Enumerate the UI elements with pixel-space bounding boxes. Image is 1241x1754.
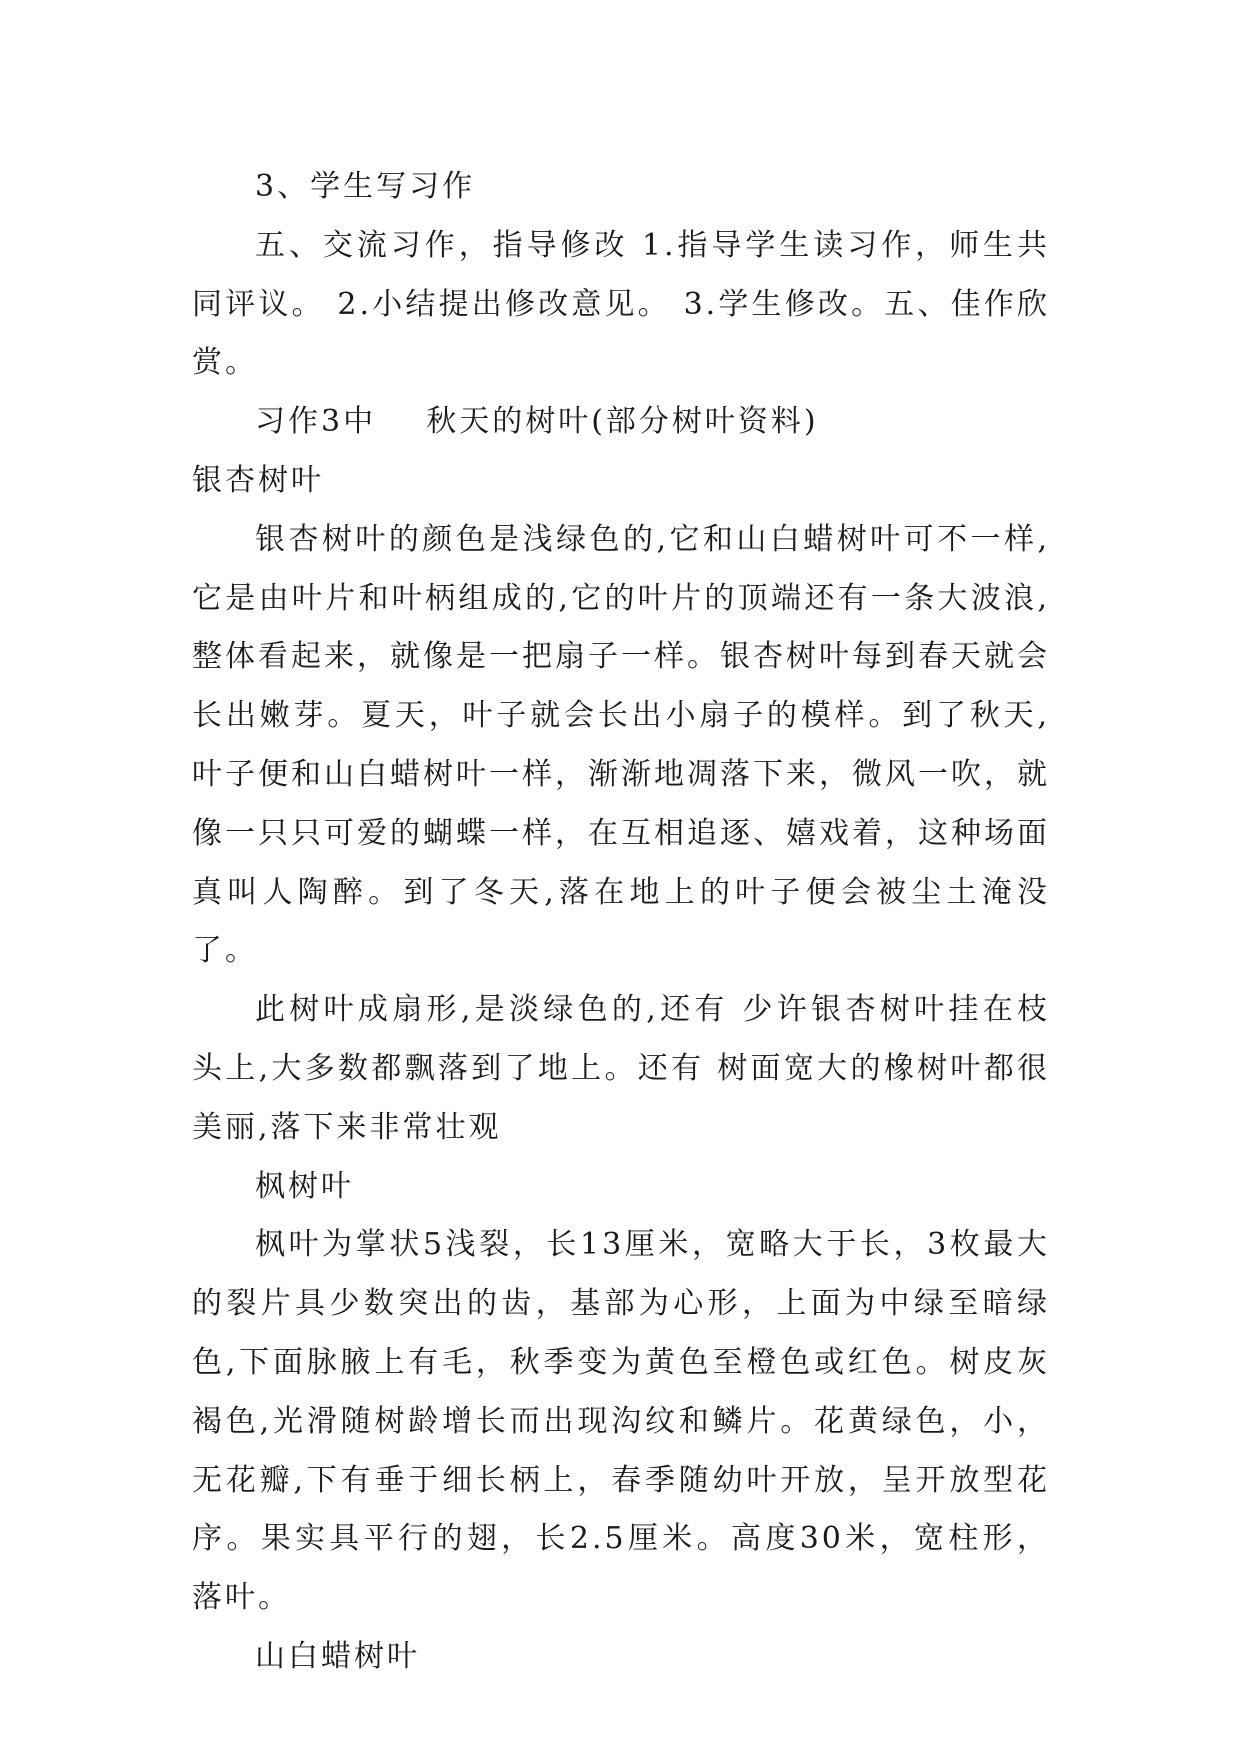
paragraph-section-5: 五、交流习作，指导修改 1.指导学生读习作，师生共同评议。 2.小结提出修改意见。 3.学生修改。五、佳作欣赏。 [192,227,1050,381]
paragraph-maple-1: 枫叶为掌状5浅裂，长13厘米，宽略大于长，3枚最大的裂片具少数突出的齿，基部为心形，上面为中绿至暗绿色,下面脉腋上有毛，秋季变为黄色至橙色或红色。树皮灰褐色,光滑随树龄增长而出现沟纹和鳞片。花黄绿色，小，无花瓣,下有垂于细长柄上，春季随幼叶开放，呈开放型花序。果实具平行的翅，长2.5厘米。高度30米，宽柱形，落叶。 [192,1227,1050,1616]
ash-heading: 山白蜡树叶 [255,1638,420,1674]
maple-heading: 枫树叶 [255,1168,354,1204]
paragraph-ginkgo-1: 银杏树叶的颜色是浅绿色的,它和山白蜡树叶可不一样,它是由叶片和叶柄组成的,它的叶片的顶端还有一条大波浪,整体看起来，就像是一把扇子一样。银杏树叶每到春天就会长出嫩芽。夏天，叶子就会长出小扇子的模样。到了秋天,叶子便和山白蜡树叶一样，渐渐地凋落下来，微风一吹，就像一只只可爱的蝴蝶一样，在互相追逐、嬉戏着，这种场面真叫人陶醉。到了冬天,落在地上的叶子便会被尘土淹没了。 [192,521,1050,969]
paragraph-ginkgo-2: 此树叶成扇形,是淡绿色的,还有 少许银杏树叶挂在枝头上,大多数都飘落到了地上。还有 树面宽大的橡树叶都很美丽,落下来非常壮观 [192,992,1050,1145]
paragraph-step-3: 3、学生写习作 [255,169,476,204]
exercise-title: 习作3中 秋天的树叶(部分树叶资料) [255,404,819,440]
ginkgo-heading: 银杏树叶 [192,462,324,498]
document-page [192,158,1050,1687]
